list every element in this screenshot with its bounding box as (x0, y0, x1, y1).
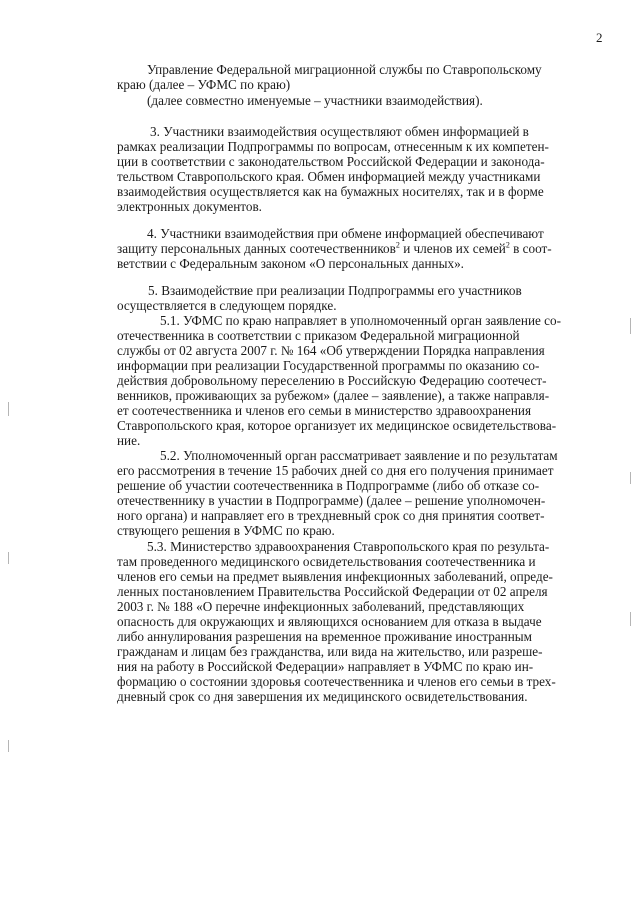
paragraph-line: ветствии с Федеральным законом «О персональных данных». (117, 256, 464, 271)
paragraph-line: ленных постановлением Правительства Российской Федерации от 02 апреля (117, 584, 548, 599)
scan-margin-mark (630, 318, 631, 334)
paragraph-line: ции в соответствии с законодательством Российской Федерации и законода- (117, 154, 545, 169)
paragraph-text: в соот- (509, 241, 552, 256)
paragraph-line: ние. (117, 433, 141, 448)
paragraph-line: информации при реализации Государственной программы по оказанию со- (117, 358, 540, 373)
paragraph-line: ствующего решения в УФМС по краю. (117, 523, 335, 538)
paragraph-line: электронных документов. (117, 199, 262, 214)
paragraph-line: службы от 02 августа 2007 г. № 164 «Об утверждении Порядка направления (117, 343, 545, 358)
paragraph-text: защиту персональных данных соотечественников (117, 241, 396, 256)
scan-margin-mark (630, 472, 631, 484)
paragraph-line: там проведенного медицинского освидетельствования соотечественника и (117, 554, 536, 569)
paragraph-line: венников, проживающих за рубежом» (далее – заявление), а также направля- (117, 388, 550, 403)
footnote-ref: 2 (505, 240, 510, 250)
paragraph-line: 5.1. УФМС по краю направляет в уполномоченный орган заявление со- (160, 313, 561, 328)
paragraph-line: дневный срок со дня завершения их медицинского освидетельствования. (117, 689, 528, 704)
paragraph-line: тельством Ставропольского края. Обмен информацией между участниками (117, 169, 541, 184)
paragraph-line (117, 241, 552, 256)
paragraph-line: гражданам и лицам без гражданства, или вида на жительство, или разреше- (117, 644, 543, 659)
paragraph-line: действия добровольному переселению в Российскую Федерацию соотечест- (117, 373, 547, 388)
intro-line: Управление Федеральной миграционной службы по Ставропольскому (147, 62, 542, 77)
paragraph-line: опасность для окружающих и являющихся основанием для отказа в выдаче (117, 614, 542, 629)
paragraph-line: взаимодействия осуществляется как на бумажных носителях, так и в форме (117, 184, 544, 199)
paragraph-line: 3. Участники взаимодействия осуществляют обмен информацией в (150, 124, 529, 139)
paragraph-line: 5.2. Уполномоченный орган рассматривает заявление и по результатам (160, 448, 558, 463)
paragraph-line: 5. Взаимодействие при реализации Подпрограммы его участников (148, 283, 522, 298)
footnote-ref: 2 (395, 240, 400, 250)
paragraph-line: ния на работу в Российской Федерации» направляет в УФМС по краю ин- (117, 659, 534, 674)
paragraph-text: и членов их семей (399, 241, 506, 256)
paragraph-line: рамках реализации Подпрограммы по вопросам, отнесенным к их компетен- (117, 139, 549, 154)
paragraph-line: 5.3. Министерство здравоохранения Ставропольского края по результа- (147, 539, 550, 554)
paragraph-line: 2003 г. № 188 «О перечне инфекционных заболеваний, представляющих (117, 599, 525, 614)
paragraph-line: осуществляется в следующем порядке. (117, 298, 337, 313)
paragraph-line: отечественнику в участии в Подпрограмме) (далее – решение уполномочен- (117, 493, 546, 508)
paragraph-line: формацию о состоянии здоровья соотечественника и членов его семьи в трех- (117, 674, 556, 689)
paragraph-line: решение об участии соотечественника в Подпрограмме (либо об отказе со- (117, 478, 540, 493)
scan-margin-mark (8, 402, 9, 416)
paragraph-line: 4. Участники взаимодействия при обмене информацией обеспечивают (147, 226, 544, 241)
scan-margin-mark (8, 740, 9, 752)
paragraph-line: ет соотечественника и членов его семьи в министерство здравоохранения (117, 403, 532, 418)
paragraph-line: его рассмотрения в течение 15 рабочих дней со дня его получения принимает (117, 463, 554, 478)
scan-margin-mark (8, 552, 9, 564)
scan-margin-mark (630, 612, 631, 626)
paragraph-line: либо аннулирования разрешения на временное проживание иностранным (117, 629, 532, 644)
paragraph-line: Ставропольского края, которое организует их медицинское освидетельствова- (117, 418, 557, 433)
paragraph-line: членов его семьи на предмет выявления инфекционных заболеваний, опреде- (117, 569, 553, 584)
paragraph-line: отечественника в соответствии с приказом Федеральной миграционной (117, 328, 520, 343)
intro-line: краю (далее – УФМС по краю) (117, 77, 291, 92)
page-number: 2 (596, 30, 603, 45)
paragraph-line: ного органа) и направляет его в трехдневный срок со дня принятия соответ- (117, 508, 545, 523)
intro-line: (далее совместно именуемые – участники взаимодействия). (147, 93, 483, 108)
